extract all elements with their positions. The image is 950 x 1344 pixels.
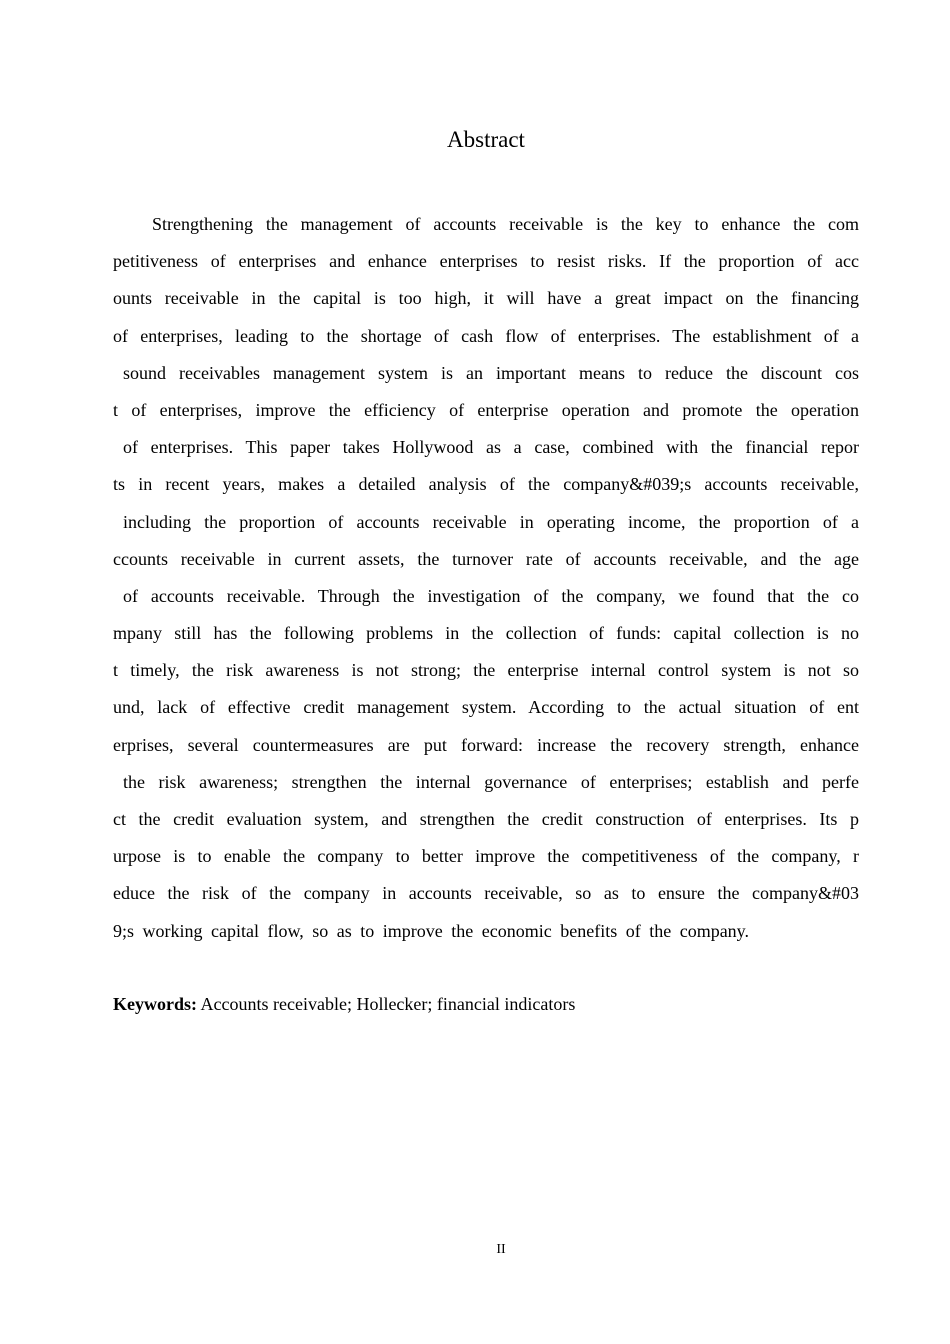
abstract-line: of accounts receivable. Through the investigation of the company, we found that the co [123,585,859,606]
abstract-title: Abstract [447,127,525,152]
keywords-paragraph [113,990,575,1018]
abstract-line: ounts receivable in the capital is too high, it will have a great impact on the financing [113,288,859,309]
abstract-line: t of enterprises, improve the efficiency of enterprise operation and promote the operation [113,399,859,420]
abstract-line: ccounts receivable in current assets, the turnover rate of accounts receivable, and the age [113,548,859,569]
abstract-line: including the proportion of accounts receivable in operating income, the proportion of a [123,511,859,532]
keywords-text: Accounts receivable; Hollecker; financial indicators [200,994,576,1014]
abstract-line: urpose is to enable the company to better improve the competitiveness of the company, r [113,846,859,867]
abstract-line: of enterprises. This paper takes Hollywood as a case, combined with the financial repor [123,437,859,458]
abstract-line: ts in recent years, makes a detailed analysis of the company&#039;s accounts receivable, [113,474,859,495]
abstract-line: Strengthening the management of accounts receivable is the key to enhance the com [152,214,859,234]
abstract-line: 9;s working capital flow, so as to improve the economic benefits of the company. [113,920,750,941]
keywords-label: Keywords: [113,994,197,1014]
page-number: II [496,1242,506,1257]
abstract-line: educe the risk of the company in accounts receivable, so as to ensure the company&#03 [113,883,859,904]
abstract-line: und, lack of effective credit management system. According to the actual situation of ent [113,697,859,718]
abstract-line: ct the credit evaluation system, and strengthen the credit construction of enterprises. Its p [113,809,859,829]
abstract-line: t timely, the risk awareness is not strong; the enterprise internal control system is not so [113,660,859,681]
abstract-body [113,206,859,950]
abstract-line: mpany still has the following problems in the collection of funds: capital collection is no [113,623,859,644]
abstract-line: sound receivables management system is an important means to reduce the discount cos [123,362,859,383]
abstract-line: petitiveness of enterprises and enhance enterprises to resist risks. If the proportion of acc [113,251,859,272]
abstract-line: the risk awareness; strengthen the internal governance of enterprises; establish and perfe [123,771,859,792]
abstract-line: of enterprises, leading to the shortage of cash flow of enterprises. The establishment of a [113,325,859,346]
abstract-line: erprises, several countermeasures are put forward: increase the recovery strength, enhance [113,734,859,755]
